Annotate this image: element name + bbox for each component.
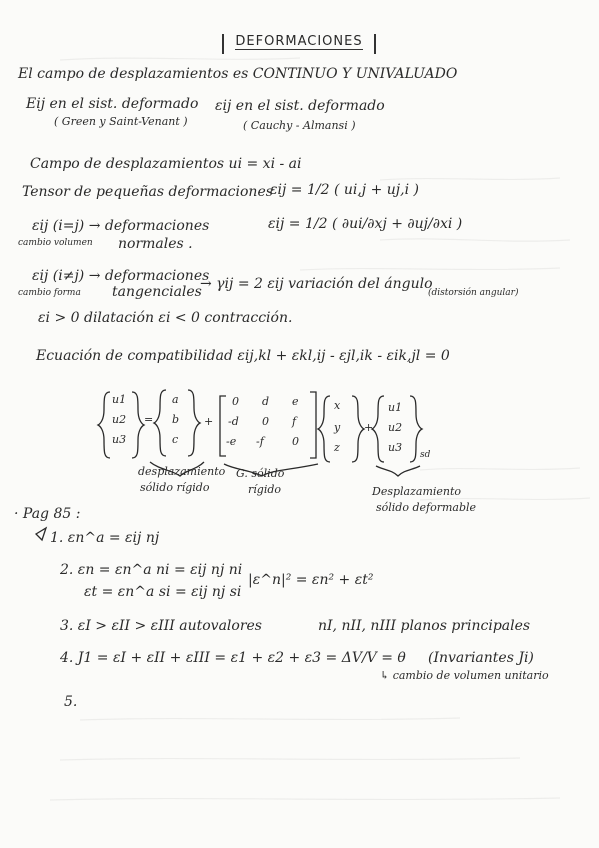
m21: -f	[256, 435, 264, 448]
item-2b: εt = εn^a si = εij nj si	[84, 584, 242, 600]
c-value: c	[172, 433, 179, 446]
m20: -e	[226, 435, 237, 448]
green-label: ( Green y Saint-Venant )	[54, 115, 188, 128]
m02: e	[292, 395, 299, 408]
item-4b: (Invariantes Ji)	[428, 650, 534, 666]
plus-sign: +	[204, 415, 214, 428]
solido-def-label: sólido deformable	[376, 501, 477, 514]
m01: d	[262, 395, 270, 408]
item-5: 5.	[64, 694, 78, 710]
a-value: a	[172, 393, 179, 406]
normal-strain-rhs: normales .	[118, 236, 193, 252]
z-value: z	[334, 441, 340, 454]
m00: 0	[232, 395, 239, 408]
solido-rigido-label: sólido rígido	[140, 481, 210, 494]
item-4: 4. J1 = εI + εII + εIII = ε1 + ε2 + ε3 = ΔV/V = θ	[60, 650, 406, 666]
rigido-label: rígido	[248, 483, 281, 496]
u3: u3	[112, 433, 127, 446]
shear-strain-line: εij (i≠j) → deformaciones	[32, 268, 210, 284]
usd2: u2	[388, 421, 403, 434]
item-1: 1. εn^a = εij nj	[50, 530, 160, 546]
cambio-forma-note: cambio forma	[18, 288, 81, 298]
tensor-formula: εij = 1/2 ( ui,j + uj,i )	[270, 182, 419, 198]
x-value: x	[334, 399, 341, 412]
gamma-line: → γij = 2 εij variación del ángulo	[200, 276, 433, 292]
item-2c: |ε^n|² = εn² + εt²	[248, 572, 374, 588]
usd1: u1	[388, 401, 403, 414]
pag-85-label: · Pag 85 :	[14, 506, 81, 522]
plus-sign-2: +	[364, 421, 374, 434]
m11: 0	[262, 415, 269, 428]
intro-line: El campo de desplazamientos es CONTINUO Y UNIVALUADO	[18, 66, 458, 82]
eij-undeformed-line: εij en el sist. deformado	[215, 98, 385, 114]
compatibilidad-line: Ecuación de compatibilidad εij,kl + εkl,ij - εjl,ik - εik,jl = 0	[36, 348, 450, 364]
u1: u1	[112, 393, 127, 406]
eij-deformed-line: Eij en el sist. deformado	[26, 96, 199, 112]
tangenciales-label: tangenciales	[112, 284, 202, 300]
usd3: u3	[388, 441, 403, 454]
m10: -d	[228, 415, 239, 428]
normal-strain-line: εij (i=j) → deformaciones	[32, 218, 210, 234]
equals-sign: =	[144, 413, 154, 426]
desp-solido-label: desplazamiento	[138, 465, 226, 478]
dilatacion-line: εi > 0 dilatación εi < 0 contracción.	[38, 310, 293, 326]
sd-subscript: sd	[420, 450, 431, 460]
y-value: y	[334, 421, 341, 434]
g-solido-label: G. sólido	[236, 467, 285, 480]
m12: f	[292, 415, 297, 428]
cauchy-label: ( Cauchy - Almansi )	[243, 119, 356, 132]
item-4c: ↳ cambio de volumen unitario	[380, 669, 549, 682]
eij-derivative-formula: εij = 1/2 ( ∂ui/∂xj + ∂uj/∂xi )	[268, 216, 463, 232]
cambio-volumen-note: cambio volumen	[18, 238, 93, 248]
u2: u2	[112, 413, 127, 426]
campo-line: Campo de desplazamientos ui = xi - ai	[30, 156, 302, 172]
m22: 0	[292, 435, 299, 448]
page-title: DEFORMACIONES	[222, 34, 376, 54]
item-3b: nI, nII, nIII planos principales	[318, 618, 531, 634]
item-2a: 2. εn = εn^a ni = εij nj ni	[60, 562, 243, 578]
tensor-line: Tensor de pequeñas deformaciones	[22, 184, 273, 200]
item-3: 3. εI > εII > εIII autovalores	[60, 618, 262, 634]
b-value: b	[172, 413, 180, 426]
desp-def-label: Desplazamiento	[372, 485, 462, 498]
distorsion-note: (distorsión angular)	[428, 288, 519, 298]
